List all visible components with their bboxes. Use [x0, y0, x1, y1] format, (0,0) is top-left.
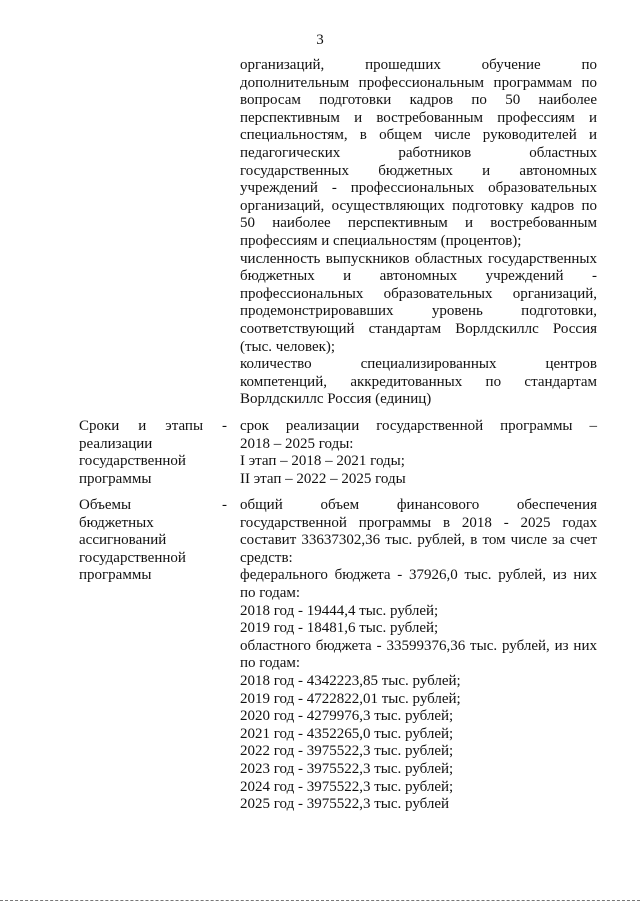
- text-line: количество специализированных центров: [240, 356, 597, 373]
- value-line: государственной программы в 2018 - 2025 годах: [240, 514, 597, 531]
- value-line: 2018 год - 4342223,85 тыс. рублей;: [240, 672, 461, 689]
- label-line: бюджетных: [79, 514, 154, 531]
- value-line: 2024 год - 3975522,3 тыс. рублей;: [240, 778, 454, 795]
- label-line: Объемы -: [79, 497, 227, 513]
- text-line: компетенций, аккредитованных по стандартам: [240, 373, 597, 390]
- text-line: продемонстрировавших уровень подготовки,: [240, 303, 597, 320]
- label-line: Сроки и этапы -: [79, 418, 227, 434]
- text-line: Ворлдскиллс Россия (единиц): [240, 391, 432, 408]
- label-line: ассигнований: [79, 532, 167, 549]
- label-line: программы: [79, 567, 152, 584]
- indicators-continuation: [240, 57, 597, 409]
- text-line: организаций, прошедших обучение по: [240, 57, 597, 73]
- value-line: 2023 год - 3975522,3 тыс. рублей;: [240, 760, 454, 777]
- value-line: 2019 год - 4722822,01 тыс. рублей;: [240, 690, 461, 707]
- section-value-budget: [240, 497, 597, 814]
- text-line: педагогических работников областных: [240, 144, 597, 161]
- text-line: дополнительным профессиональным программам по: [240, 74, 597, 91]
- value-line: 2018 – 2025 годы:: [240, 435, 354, 452]
- page-bottom-edge: [0, 900, 640, 901]
- text-line: учреждений - профессиональных образовательных: [240, 180, 597, 197]
- value-line: срок реализации государственной программы –: [240, 418, 597, 434]
- section-value-terms: [240, 418, 597, 488]
- value-line: II этап – 2022 – 2025 годы: [240, 470, 406, 487]
- text-line: государственных бюджетных и автономных: [240, 162, 597, 179]
- value-line: областного бюджета - 33599376,36 тыс. рублей, из них: [240, 637, 597, 654]
- value-line: составит 33637302,36 тыс. рублей, в том числе за счет: [240, 532, 597, 549]
- label-line: программы: [79, 470, 152, 487]
- value-line: I этап – 2018 – 2021 годы;: [240, 453, 405, 470]
- value-line: 2020 год - 4279976,3 тыс. рублей;: [240, 708, 454, 725]
- value-line: 2022 год - 3975522,3 тыс. рублей;: [240, 743, 454, 760]
- value-line: по годам:: [240, 584, 301, 601]
- text-line: (тыс. человек);: [240, 338, 336, 355]
- text-line: организаций, осуществляющих подготовку кадров по: [240, 197, 597, 214]
- value-line: 2018 год - 19444,4 тыс. рублей;: [240, 602, 439, 619]
- section-label-terms: [79, 418, 227, 488]
- text-line: бюджетных и автономных учреждений -: [240, 268, 597, 285]
- label-line: реализации: [79, 435, 153, 452]
- value-line: общий объем финансового обеспечения: [240, 497, 597, 513]
- label-line: государственной: [79, 453, 186, 470]
- text-line: перспективным и востребованным профессиям и: [240, 109, 597, 126]
- value-line: по годам:: [240, 655, 301, 672]
- value-line: 2019 год - 18481,6 тыс. рублей;: [240, 620, 439, 637]
- value-line: средств:: [240, 549, 293, 566]
- section-label-budget: [79, 497, 227, 585]
- text-line: профессиям и специальностям (процентов);: [240, 232, 522, 249]
- value-line: 2025 год - 3975522,3 тыс. рублей: [240, 796, 450, 813]
- value-line: 2021 год - 4352265,0 тыс. рублей;: [240, 725, 454, 742]
- text-line: специальностям, в общем числе руководителей и: [240, 127, 597, 144]
- text-line: профессиональных образовательных организаций,: [240, 285, 597, 302]
- value-line: федерального бюджета - 37926,0 тыс. рублей, из них: [240, 567, 597, 584]
- text-line: вопросам подготовки кадров по 50 наиболее: [240, 92, 597, 109]
- text-line: соответствующий стандартам Ворлдскиллс Россия: [240, 320, 597, 337]
- page-number: 3: [316, 32, 324, 48]
- label-line: государственной: [79, 549, 186, 566]
- text-line: численность выпускников областных государственных: [240, 250, 597, 267]
- text-line: 50 наиболее перспективным и востребованным: [240, 215, 597, 232]
